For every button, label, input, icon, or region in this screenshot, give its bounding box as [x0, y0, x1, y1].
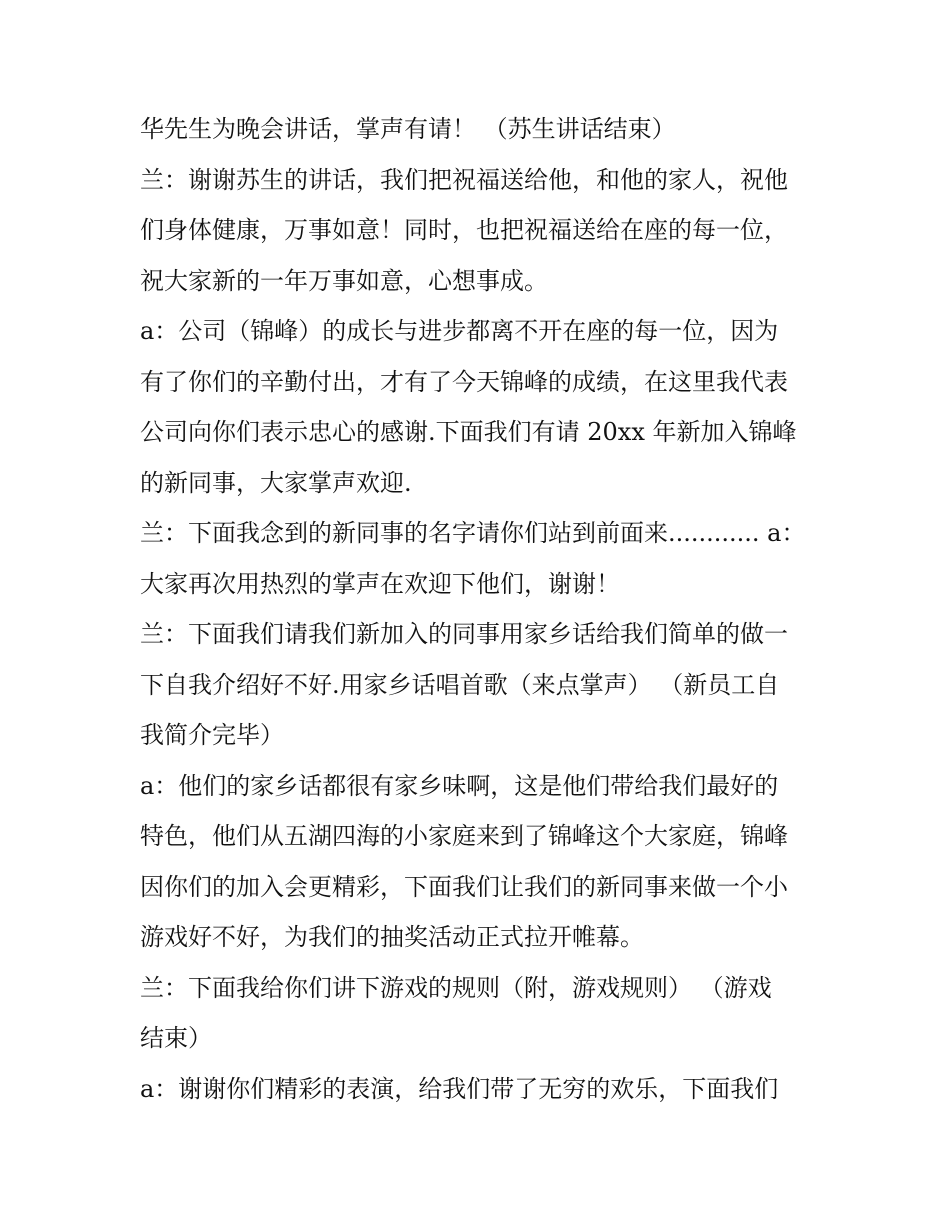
text-line-3: 们身体健康，万事如意！同时，也把祝福送给在座的每一位， [140, 216, 788, 244]
text-line-5: a：公司（锦峰）的成长与进步都离不开在座的每一位，因为 [140, 317, 779, 345]
text-line-2: 兰：谢谢苏生的讲话，我们把祝福送给他，和他的家人，祝他 [140, 165, 788, 194]
text-line-13: 我简介完毕） [140, 721, 284, 749]
text-line-8: 的新同事，大家掌声欢迎. [140, 468, 412, 497]
text-line-12: 下自我介绍好不好.用家乡话唱首歌（来点掌声） （新员工自 [140, 670, 780, 699]
text-line-4: 祝大家新的一年万事如意，心想事成。 [140, 266, 548, 295]
text-line-1: 华先生为晚会讲话，掌声有请！ （苏生讲话结束） [140, 115, 676, 143]
text-line-10: 大家再次用热烈的掌声在欢迎下他们，谢谢！ [140, 569, 620, 598]
text-line-6: 有了你们的辛勤付出，才有了今天锦峰的成绩，在这里我代表 [140, 367, 788, 396]
text-line-18: 兰：下面我给你们讲下游戏的规则（附，游戏规则） （游戏 [140, 973, 772, 1002]
text-line-19: 结束） [140, 1024, 212, 1052]
text-line-15: 特色，他们从五湖四海的小家庭来到了锦峰这个大家庭，锦峰 [140, 822, 788, 850]
text-line-20: a：谢谢你们精彩的表演，给我们带了无穷的欢乐，下面我们 [140, 1074, 779, 1103]
text-line-17: 游戏好不好，为我们的抽奖活动正式拉开帷幕。 [140, 923, 644, 951]
text-line-7: 公司向你们表示忠心的感谢.下面我们有请 20xx 年新加入锦峰 [140, 418, 797, 446]
text-line-11: 兰：下面我们请我们新加入的同事用家乡话给我们简单的做一 [140, 620, 788, 648]
text-line-14: a：他们的家乡话都很有家乡味啊，这是他们带给我们最好的 [140, 771, 779, 800]
text-line-16: 因你们的加入会更精彩，下面我们让我们的新同事来做一个小 [140, 872, 788, 901]
document-body [140, 104, 820, 1114]
text-line-9: 兰：下面我念到的新同事的名字请你们站到前面来............ a： [140, 519, 806, 547]
